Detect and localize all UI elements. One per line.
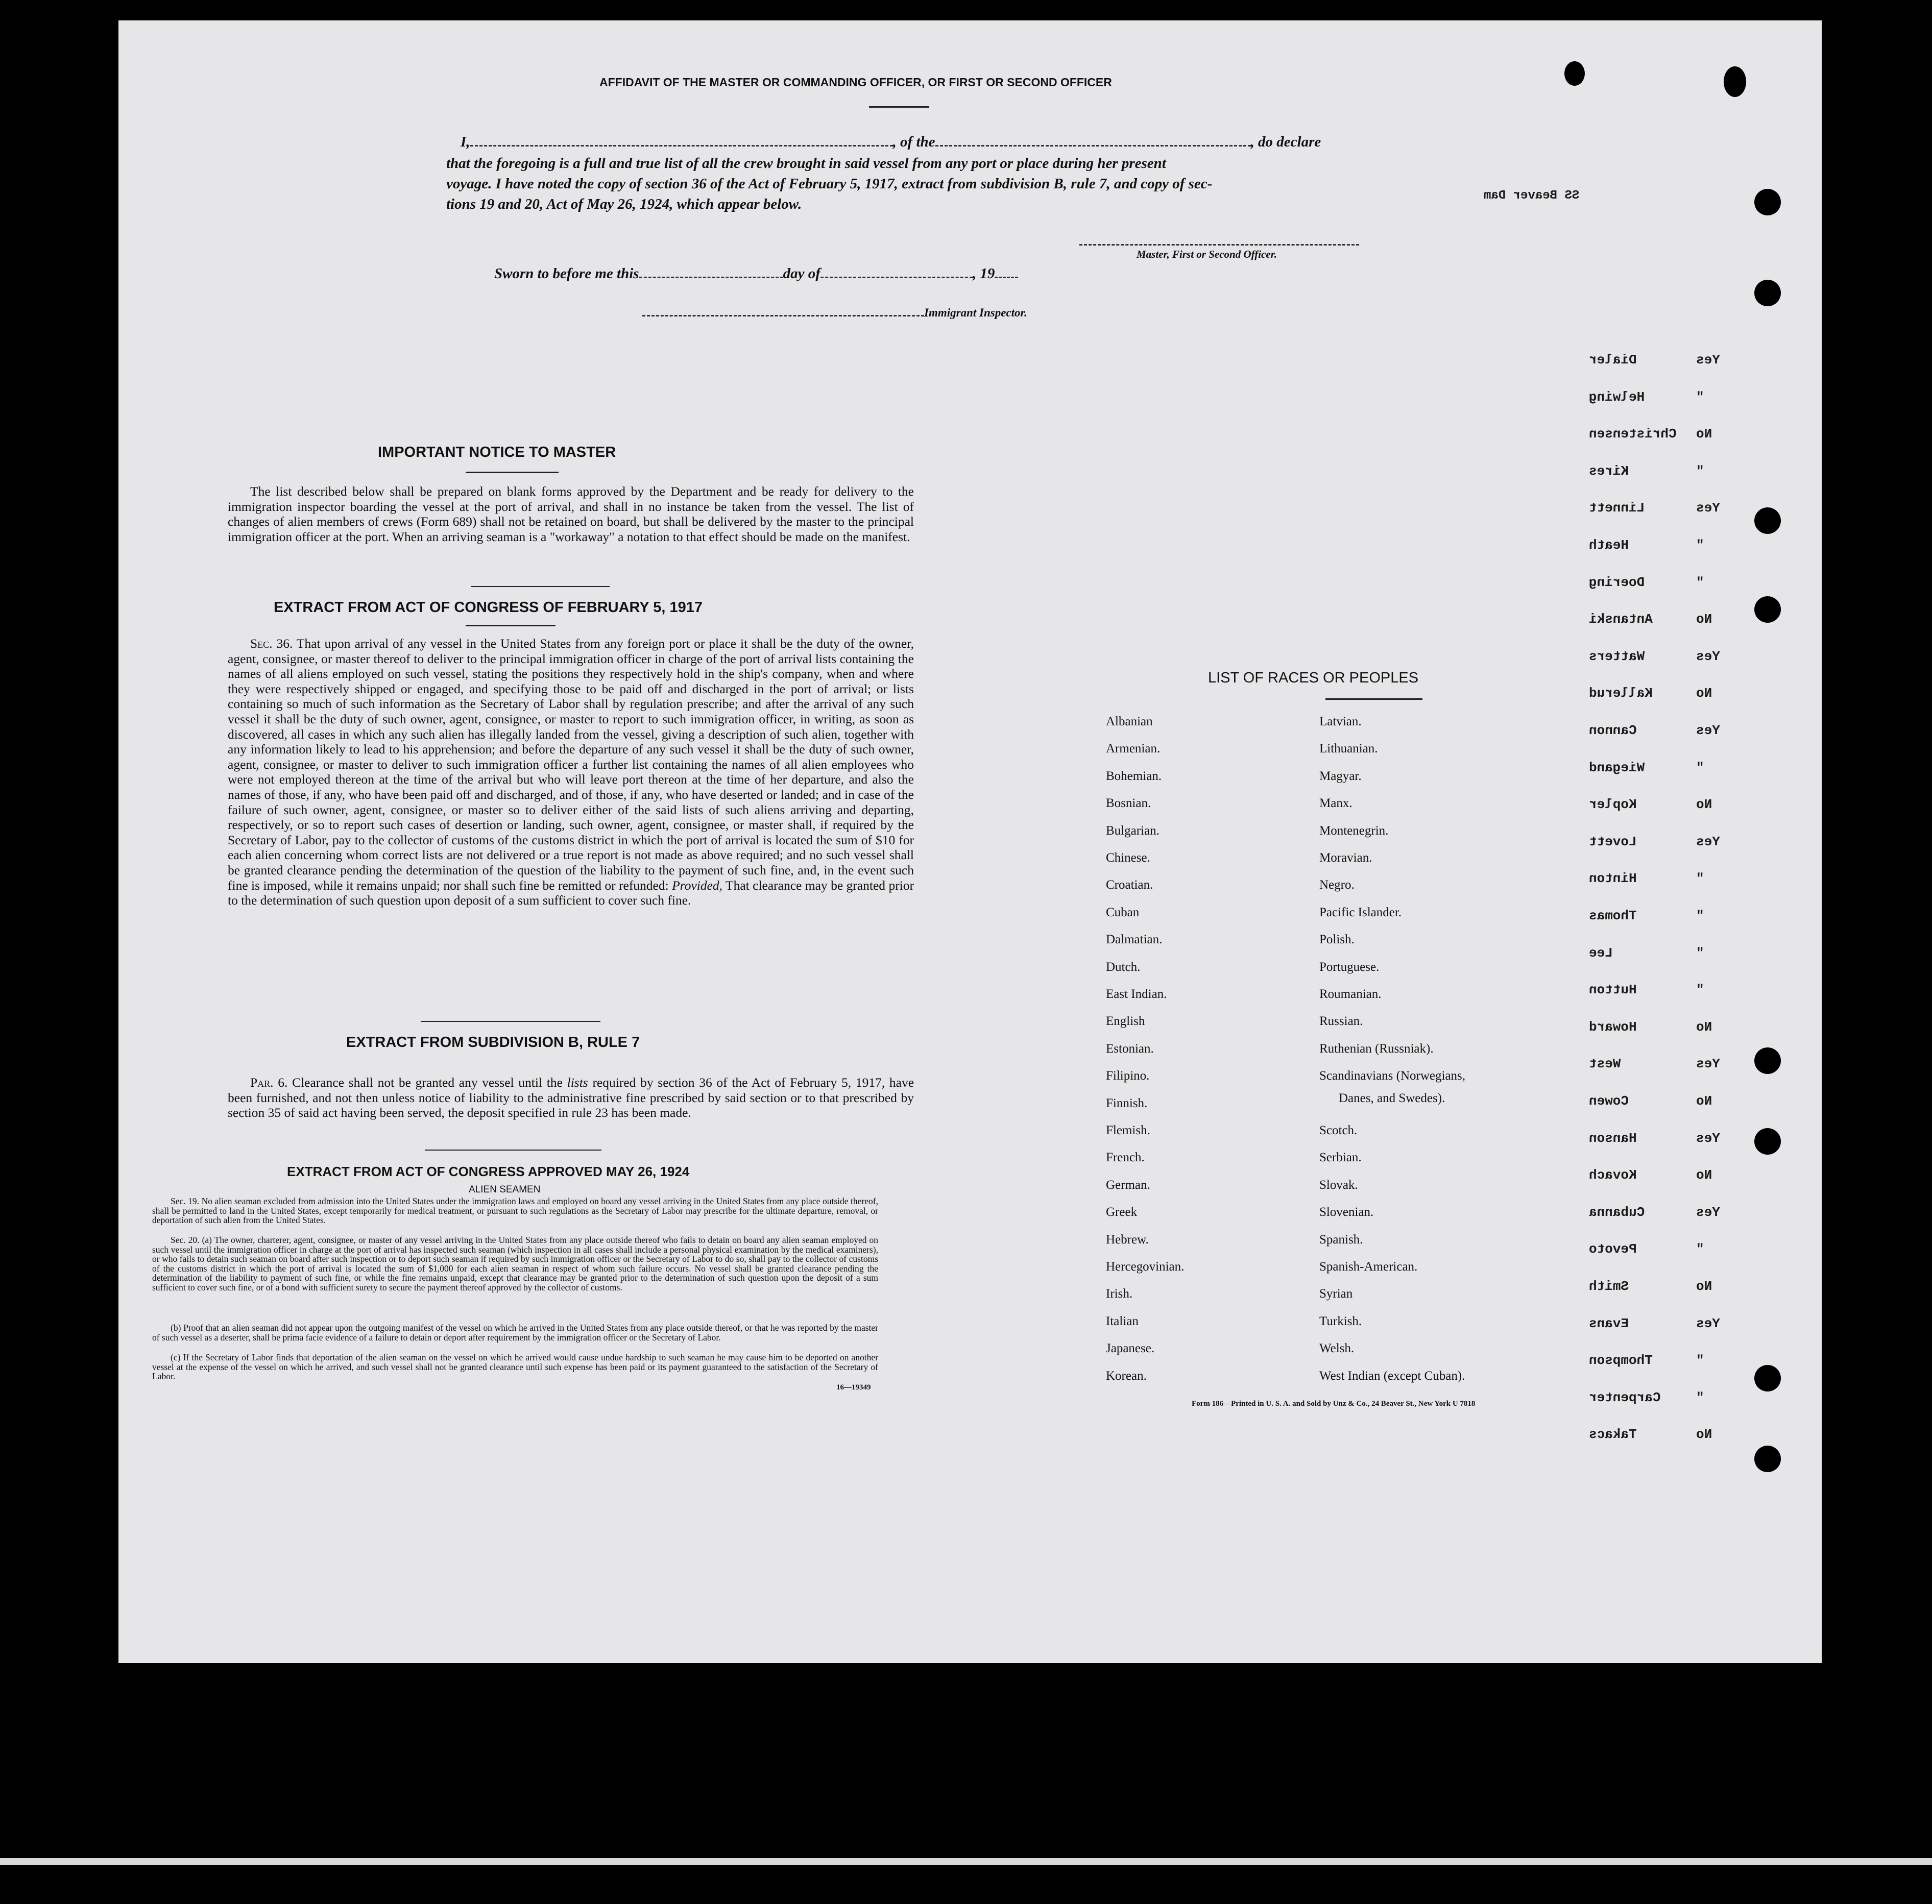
race-left-item: Greek (1106, 1205, 1138, 1219)
act1917-rule (466, 625, 556, 626)
race-left-item: Hebrew. (1106, 1232, 1149, 1247)
punch-hole (1724, 66, 1746, 97)
bleed-name: Christensen (1589, 426, 1677, 442)
race-right-item: Magyar. (1319, 769, 1362, 783)
bleed-name: Lovett (1589, 834, 1637, 849)
inspector-line (642, 306, 1027, 320)
bleed-name: Lee (1589, 945, 1613, 961)
race-right-continuation: Danes, and Swedes). (1339, 1091, 1445, 1105)
race-right-item: Pacific Islander. (1319, 905, 1402, 919)
bleed-name: Heath (1589, 538, 1629, 553)
race-right-item: West Indian (except Cuban). (1319, 1369, 1465, 1383)
bleed-name: Evans (1589, 1315, 1629, 1331)
rule7-body-a: Clearance shall not be granted any vessel until the (292, 1075, 563, 1090)
bleed-answer: No (1696, 1427, 1712, 1443)
race-right-item: Scotch. (1319, 1124, 1358, 1137)
act1917-provided: Provided, (672, 877, 723, 893)
bleed-answer: " (1696, 538, 1704, 553)
act1924-sec20c: (c) If the Secretary of Labor finds that deportation of the alien seaman on the vessel on which he arrived would cause undue hardship to such seaman he may cause him to be deported on another vessel at the expense of the vessel on which he arrived, and such vessel shall not be granted clearance until such expense has been paid or its payment guaranteed to the satisfaction of the Secretary of Labor. (152, 1352, 878, 1382)
bleed-answer: " (1696, 574, 1704, 590)
race-right-item: Welsh. (1319, 1341, 1355, 1356)
year-label: , 19 (972, 265, 995, 282)
bleed-name: Antanski (1589, 612, 1653, 627)
race-left-item: Hercegovinian. (1106, 1260, 1185, 1274)
punch-hole (1754, 1128, 1781, 1155)
inspector-caption: Immigrant Inspector. (924, 306, 1027, 319)
race-left-item: French. (1106, 1151, 1145, 1165)
bleed-name: Helwing (1589, 389, 1645, 405)
bleed-answer: " (1696, 1389, 1704, 1405)
punch-hole (1754, 1365, 1781, 1392)
day-of-label: day of (783, 265, 820, 282)
race-right-item: Serbian. (1319, 1151, 1362, 1165)
bleed-name: Cubanna (1589, 1204, 1645, 1220)
bleed-name: Smith (1589, 1279, 1629, 1294)
form-imprint: Form 186—Printed in U. S. A. and Sold by Unz & Co., 24 Beaver St., New York U 7818 (1192, 1400, 1476, 1408)
race-right-item: Spanish-American. (1319, 1260, 1418, 1274)
race-left-item: Estonian. (1106, 1041, 1154, 1056)
punch-hole (1754, 189, 1781, 215)
rule7-par: Par. 6. (250, 1075, 288, 1090)
act1917-body: That upon arrival of any vessel in the United States from any foreign port or place it shall be the duty of the owner, agent, consignee, or master thereof to deliver to the principal immigration officer in charge of the port of arrival lists containing the names of all aliens employed on such vessel, stating the positions they respectively hold in the ship's company, when and where they were respectively shipped or engaged, and specifying those to be paid off and discharged in the port of arrival; or lists containing so much of such information as the Secretary of Labor shall by regulation prescribe; and after the arrival of any such vessel it shall be the duty of such owner, agent, consignee, or master to report to such immigration officer, in writing, as soon as discovered, all cases in which any such alien has illegally landed from the vessel, giving a description of such alien, together with any information likely to lead to his apprehension; and before the departure of any such vessel it shall be the duty of such owner, agent, consignee, or master to deliver to such immigration officer a further list containing the names of all alien employees who were not employed thereon at the time of the arrival but who will leave port thereon at the time of her departure, and also the names of those, if any, who have been paid off and discharged, and of those, if any, who have deserted or landed; and in case of the failure of such owner, agent, consignee, or master so to deliver either of the said lists of such aliens arriving and departing, respectively, or so to report such cases of desertion or landing, such owner, agent, consignee, or master shall, if required by the Secretary of Labor, pay to the collector of customs of the customs district in which the port of arrival is located the sum of $10 for each alien concerning whom correct lists are not delivered or a true report is not made as above required; and no such vessel shall be granted clearance pending the determination of the question of the liability to the payment of such fine, and, in the event such fine is imposed, while it remains unpaid; nor shall such fine be remitted or refunded: (228, 636, 914, 893)
rule7-end-rule (425, 1150, 601, 1151)
bleed-name: Watters (1589, 648, 1645, 664)
bleed-answer: " (1696, 1353, 1704, 1369)
bleed-name: Doering (1589, 574, 1645, 590)
act1917-title: EXTRACT FROM ACT OF CONGRESS OF FEBRUARY 5, 1917 (274, 599, 703, 616)
race-left-item: Japanese. (1106, 1341, 1155, 1356)
affidavit-line3: voyage. I have noted the copy of section 36 of the Act of February 5, 1917, extract from subdivision B, rule 7, and copy of sec- (446, 176, 1213, 192)
notice-text: The list described below shall be prepared on blank forms approved by the Department and be ready for delivery to the immigration inspector boarding the vessel at the port of arrival, and shall in no instance be taken from the vessel. The list of changes of alien members of crews (Form 689) shall not be retained on board, but shall be delivered by the master to the principal immigration officer at the port. When an arriving seaman is a "workaway" a notation to that effect should be made on the manifest. (228, 484, 914, 544)
bleed-answer: Yes (1696, 1204, 1720, 1220)
bleed-answer: " (1696, 463, 1704, 479)
bleed-name: Takacs (1589, 1427, 1637, 1443)
bleed-answer: Yes (1696, 500, 1720, 516)
punch-hole (1754, 280, 1781, 306)
bleed-answer: " (1696, 908, 1704, 923)
act1917-sec: Sec. 36. (250, 636, 293, 651)
affidavit-title: AFFIDAVIT OF THE MASTER OR COMMANDING OFFICER, OR FIRST OR SECOND OFFICER (599, 76, 1112, 89)
race-right-item: Lithuanian. (1319, 742, 1378, 756)
punch-hole (1754, 507, 1781, 534)
race-right-item: Negro. (1319, 878, 1355, 892)
act1917-text (228, 636, 914, 908)
bleed-name: Cowen (1589, 1093, 1629, 1109)
act1924-sec19: Sec. 19. No alien seaman excluded from admission into the United States under the immigration laws and employed on board any vessel arriving in the United States from any place outside thereof, shall be permitted to land in the United States, except temporarily for medical treatment, or pursuant to such regulations as the Secretary of Labor may prescribe for the ultimate departure, removal, or deportation of such alien from the United States. (152, 1196, 878, 1226)
bleed-answer: No (1696, 426, 1712, 442)
punch-hole (1564, 61, 1585, 86)
sworn-label: Sworn to before me this (494, 265, 639, 282)
punch-hole (1754, 1047, 1781, 1074)
race-left-item: English (1106, 1014, 1145, 1029)
affidavit-line1 (461, 134, 1505, 151)
affidavit-of-the: , of the (892, 134, 935, 150)
film-edge-strip (0, 1858, 1932, 1865)
rule7-body-b: required by section 36 of the Act of February 5, 1917, have been furnished, and not then unless notice of liability to the administrative fine prescribed by said section or to that prescribed by section 35 of said act having been served, the deposit specified in rule 23 has been made. (228, 1075, 914, 1120)
race-left-item: Armenian. (1106, 742, 1161, 756)
race-left-item: Bulgarian. (1106, 823, 1160, 838)
race-left-item: Bohemian. (1106, 769, 1162, 783)
document-page (118, 20, 1822, 1663)
race-left-item: Italian (1106, 1314, 1139, 1328)
act1924-sec20b: (b) Proof that an alien seaman did not appear upon the outgoing manifest of the vessel on which he arrived in the United States from any place outside thereof, or that he was reported by the master of such vessel as a deserter, shall be prima facie evidence of a failure to detain or deport after requirement by the immigration officer or the Secretary of Labor. (152, 1323, 878, 1342)
race-left-item: Korean. (1106, 1369, 1147, 1383)
bleed-answer: Yes (1696, 723, 1720, 738)
act1917-end-rule (421, 1021, 600, 1022)
bleed-name: Kopler (1589, 797, 1637, 813)
sworn-line (494, 265, 1018, 282)
master-signature-caption: Master, First or Second Officer. (1137, 248, 1277, 260)
affidavit-i: I, (461, 134, 470, 150)
bleed-name: Linnett (1589, 500, 1645, 516)
bleed-name: Kovach (1589, 1167, 1637, 1183)
race-left-item: Chinese. (1106, 851, 1150, 865)
bleed-ship-name: SS Beaver Dam (1484, 189, 1580, 203)
race-left-item: Irish. (1106, 1287, 1133, 1301)
punch-hole (1754, 596, 1781, 623)
bleed-name: Hinton (1589, 871, 1637, 887)
bleed-name: Hanson (1589, 1130, 1637, 1146)
affidavit-declare: , do declare (1250, 134, 1321, 150)
bleed-answer: No (1696, 1279, 1712, 1294)
races-title: LIST OF RACES OR PEOPLES (1208, 670, 1419, 686)
bleed-answer: " (1696, 871, 1704, 887)
race-left-item: Flemish. (1106, 1124, 1150, 1137)
race-right-item: Manx. (1319, 796, 1353, 811)
race-right-item: Roumanian. (1319, 987, 1382, 1001)
rule7-text (228, 1075, 914, 1120)
race-left-item: Filipino. (1106, 1069, 1150, 1083)
bleed-name: West (1589, 1056, 1621, 1072)
bleed-answer: " (1696, 945, 1704, 961)
bleed-answer: No (1696, 1093, 1712, 1109)
race-right-item: Moravian. (1319, 851, 1372, 865)
act1924-sec20a: Sec. 20. (a) The owner, charterer, agent, consignee, or master of any vessel arriving in the United States from any place outside thereof who fails to detain on board any alien seaman employed on such vessel until the immigration officer in charge at the port of arrival has inspected such seaman (which inspection in all cases shall include a personal physical examination by the medical examiners), or who fails to detain such seaman on board after such inspection or to deport such seaman if required by such immigration officer or the Secretary of Labor to do so, shall pay to the collector of customs of the customs district in which the port of arrival is located the sum of $1,000 for each alien seaman in respect of whom such failure occurs. No vessel shall be granted clearance pending the determination of the liability to payment of such fine, or while the fine remains unpaid, except that clearance may be granted prior to the determination of such question upon the deposit of a sum sufficient to cover such fine, or of a bond with sufficient surety to secure the payment thereof approved by the collector of customs. (152, 1235, 878, 1292)
race-left-item: Bosnian. (1106, 796, 1151, 811)
race-right-item: Slovak. (1319, 1178, 1358, 1192)
bleed-answer: No (1696, 686, 1712, 701)
races-rule (1325, 698, 1422, 700)
bleed-name: Howard (1589, 1019, 1637, 1035)
bleed-name: Kallerud (1589, 686, 1653, 701)
bleed-answer: Yes (1696, 352, 1720, 368)
race-right-item: Latvian. (1319, 715, 1362, 728)
affidavit-line2: that the foregoing is a full and true list of all the crew brought in said vessel from any port or place during her present (446, 155, 1166, 172)
bleed-name: Cannon (1589, 723, 1637, 738)
race-right-item: Portuguese. (1319, 960, 1380, 974)
race-right-item: Turkish. (1319, 1314, 1362, 1328)
rule7-title: EXTRACT FROM SUBDIVISION B, RULE 7 (346, 1034, 640, 1051)
race-right-item: Russian. (1319, 1014, 1363, 1029)
bleed-name: Kires (1589, 463, 1629, 479)
race-left-item: Finnish. (1106, 1096, 1148, 1110)
bleed-name: Wiegand (1589, 760, 1645, 775)
bleed-name: Carpenter (1589, 1389, 1661, 1405)
act1917-body-end: That clearance may be granted prior to the determination of such question upon deposit of a sum sufficient to cover such fine. (228, 877, 914, 908)
notice-end-rule (471, 586, 610, 587)
act1924-title: EXTRACT FROM ACT OF CONGRESS APPROVED MAY 26, 1924 (287, 1164, 690, 1179)
race-left-item: Croatian. (1106, 878, 1153, 892)
bleed-name: Dialer (1589, 352, 1637, 368)
race-right-item: Montenegrin. (1319, 823, 1389, 838)
bleed-answer: No (1696, 1019, 1712, 1035)
bleed-answer: No (1696, 1167, 1712, 1183)
race-right-item: Syrian (1319, 1287, 1353, 1301)
affidavit-line4: tions 19 and 20, Act of May 26, 1924, which appear below. (446, 196, 802, 212)
race-left-item: Dutch. (1106, 960, 1141, 974)
bleed-answer: Yes (1696, 1315, 1720, 1331)
race-left-item: Albanian (1106, 715, 1153, 728)
bleed-answer: Yes (1696, 1130, 1720, 1146)
notice-title: IMPORTANT NOTICE TO MASTER (378, 444, 616, 460)
race-right-item: Ruthenian (Russniak). (1319, 1041, 1434, 1056)
act1924-form-number: 16—19349 (836, 1383, 871, 1392)
bleed-answer: No (1696, 797, 1712, 813)
race-left-item: Cuban (1106, 905, 1140, 919)
master-signature-line (1079, 244, 1359, 246)
race-right-item: Slovenian. (1319, 1205, 1374, 1219)
act1924-subtitle: ALIEN SEAMEN (469, 1184, 541, 1195)
bleed-answer: Yes (1696, 648, 1720, 664)
bleed-name: Pevoto (1589, 1241, 1637, 1257)
bleed-answer: Yes (1696, 1056, 1720, 1072)
affidavit-title-rule (869, 106, 929, 108)
bleed-name: Hutton (1589, 982, 1637, 998)
punch-hole (1754, 1446, 1781, 1472)
notice-rule (466, 472, 559, 473)
bleed-answer: " (1696, 1241, 1704, 1257)
race-right-item: Spanish. (1319, 1232, 1363, 1247)
bleed-answer: Yes (1696, 834, 1720, 849)
race-left-item: Dalmatian. (1106, 933, 1163, 947)
race-left-item: East Indian. (1106, 987, 1167, 1001)
race-right-item: Polish. (1319, 933, 1355, 947)
race-left-item: German. (1106, 1178, 1150, 1192)
rule7-lists: lists (567, 1075, 588, 1090)
race-right-item: Scandinavians (Norwegians, (1319, 1069, 1466, 1083)
bleed-answer: " (1696, 760, 1704, 775)
bleed-answer: " (1696, 982, 1704, 998)
bleed-answer: No (1696, 612, 1712, 627)
bleed-answer: " (1696, 389, 1704, 405)
bleed-name: Thompson (1589, 1353, 1653, 1369)
bleed-name: Thomas (1589, 908, 1637, 923)
